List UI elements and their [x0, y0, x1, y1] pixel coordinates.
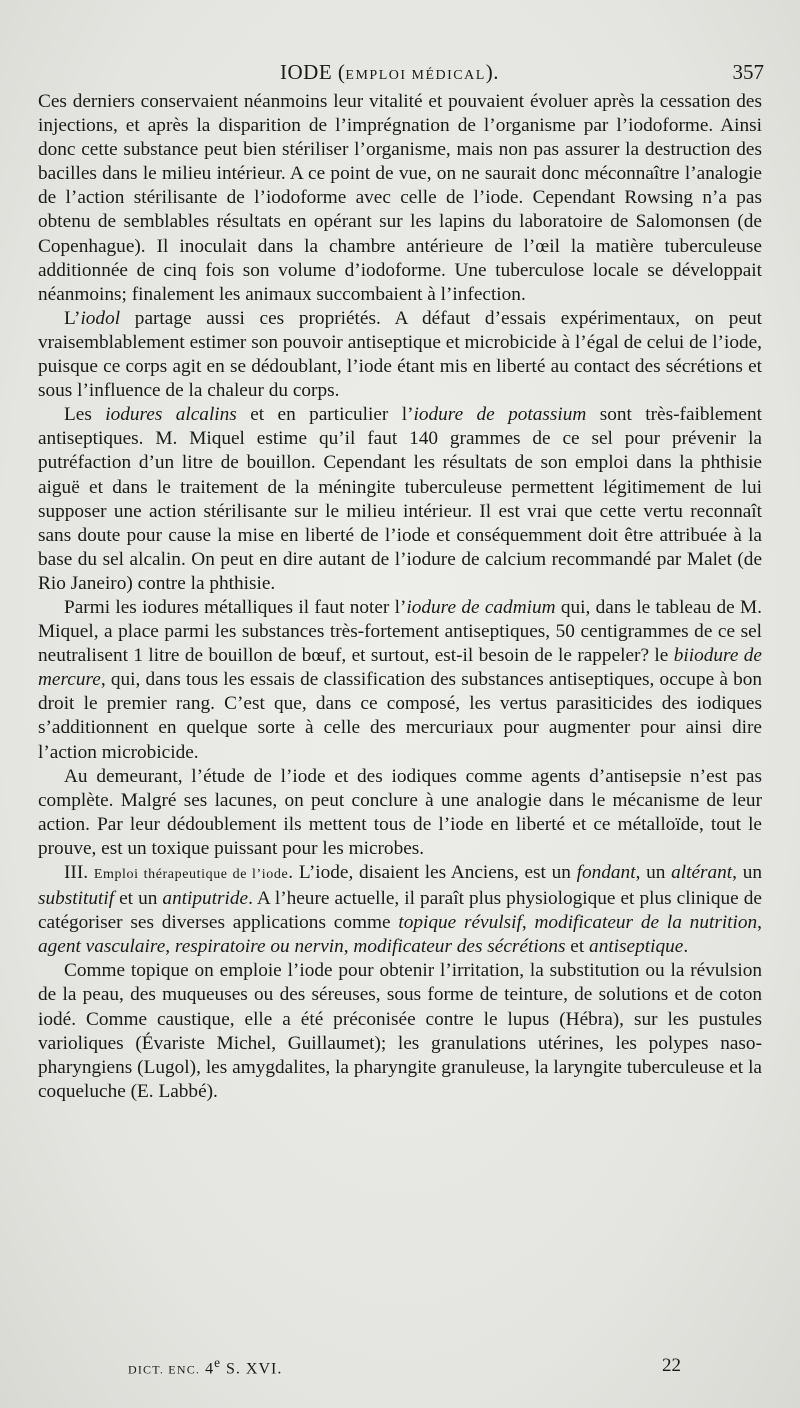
- footer-dict-abbrev: DICT. ENC.: [128, 1362, 201, 1377]
- text-run: et un: [114, 888, 163, 910]
- body-text: [38, 90, 762, 1104]
- footer-series-superscript: e: [214, 1355, 222, 1370]
- text-run: partage aussi ces propriétés. A défaut d’essais expérimentaux, on peut vraisemblablement estimer son pouvoir antiseptique et microbicide à l’égal de celui de l’iode, puisque ce corps agit en se dédoublant, l’iode étant mis en liberté au contact des sécrétions et sous l’influence de la chaleur du corps.: [38, 307, 762, 402]
- text-run: Au demeurant, l’étude de l’iode et des iodiques comme agents d’antisepsie n’est pas complète. Malgré ses lacunes, on peut conclure à une analogie dans le mécanisme de leur action. Par leur dédoublement ils mettent tous de l’iode en liberté et ce métalloïde, tout le prouve, est un toxique puissant pour les microbes.: [38, 765, 762, 859]
- italic-term: modificateur de la nutrition: [534, 912, 758, 934]
- italic-term: iodure de potassium: [413, 404, 587, 426]
- italic-term: altérant: [671, 862, 733, 883]
- running-title-smallcaps: EMPLOI MÉDICAL: [345, 68, 486, 83]
- page-number: 357: [732, 60, 764, 84]
- italic-term: iodure de cadmium: [406, 596, 556, 618]
- italic-term: topique révulsif: [398, 912, 522, 934]
- text-run: III.: [64, 862, 94, 883]
- page-footer: [0, 1355, 800, 1385]
- italic-term: iodures alcalins: [105, 404, 237, 426]
- italic-term: respiratoire ou nervin: [174, 936, 344, 958]
- text-run: . A l’heure actuelle, il paraît plus physiologique et plus clinique de catégoriser ses diverses applications comme: [38, 888, 762, 934]
- text-run: et: [565, 936, 590, 958]
- paragraph-p5: [38, 765, 762, 861]
- paragraph-p1: [38, 90, 762, 307]
- italic-term: antiputride: [162, 888, 249, 910]
- paragraph-p7: [38, 959, 762, 1104]
- italic-term: iodol: [80, 307, 121, 329]
- text-run: Comme topique on emploie l’iode pour obtenir l’irritation, la substitution ou la révulsion de la peau, des muqueuses ou des séreuses, sous forme de teinture, de solutions et de coton iodé. Comme caustique, elle a été préconisée contre le lupus (Hébra), sur les pustules varioliques (Évariste Michel, Guillaumet); les granulations utérines, les polypes naso-pharyngiens (Lugol), les amygdalites, la pharyngite granuleuse, la laryngite tuberculeuse et la coqueluche (E. Labbé).: [38, 960, 762, 1102]
- text-run: Les: [64, 404, 106, 426]
- running-head: [0, 60, 800, 90]
- text-run: , un: [635, 862, 672, 883]
- paragraph-p2: [38, 307, 762, 403]
- running-title-end: ).: [485, 60, 500, 84]
- text-run: .: [683, 936, 689, 958]
- text-run: , qui, dans tous les essais de classification des substances antiseptiques, occupe à bon droit le premier rang. C’est que, dans ce composé, les vertus parasiticides des iodiques s’additionnent en quelque sorte à celle des mercuriaux pour augmenter pour ainsi dire l’action microbicide.: [38, 669, 762, 763]
- footer-signature-line: [128, 1355, 282, 1378]
- italic-term: antiseptique: [589, 936, 684, 958]
- text-run: L’: [64, 307, 81, 329]
- paragraph-p4: [38, 596, 762, 765]
- footer-volume: S. XVI.: [221, 1360, 283, 1378]
- italic-term: substitutif: [38, 888, 115, 910]
- text-run: ,: [757, 912, 762, 934]
- text-run: ,: [521, 912, 535, 934]
- footer-series-number: 4: [200, 1360, 215, 1378]
- text-run: sont très-faiblement antiseptiques. M. Miquel estime qu’il faut 140 grammes de ce sel pour prévenir la putréfaction d’un litre de bouillon. Cependant les résultats de son emploi dans la phthisie aiguë et dans le traitement de la méningite tuberculeuse permettent légitimement de lui supposer une action stérilisante sur le milieu intérieur. Il est vrai que cette vertu reconnaît sans doute pour cause la mise en liberté de l’iode et conséquemment doit être attribuée à la base du sel alcalin. On peut en dire autant de l’iodure de calcium recommandé par Malet (de Rio Janeiro) contre la phthisie.: [38, 404, 762, 594]
- italic-term: modificateur des sécrétions: [353, 936, 566, 958]
- paragraph-p6: [38, 861, 762, 959]
- text-run: et en particulier l’: [236, 404, 414, 426]
- italic-term: biiodure de mercure: [38, 645, 762, 691]
- text-run: , un: [732, 862, 762, 883]
- text-run: . L’iode, disaient les Anciens, est un: [288, 862, 577, 883]
- running-title: [280, 60, 499, 85]
- section-heading: Emploi thérapeutique de l’iode: [93, 867, 289, 882]
- text-run: Ces derniers conservaient néanmoins leur vitalité et pouvaient évoluer après la cessation des injections, et après la disparition de l’imprégnation de l’organisme par l’iodoforme. Ainsi donc cette substance peut bien stériliser l’organisme, mais non pas assurer la destruction des bacilles dans le milieu intérieur. A ce point de vue, on ne saurait donc méconnaître l’analogie de l’action stérilisante de l’iodoforme avec celle de l’iode. Cependant Rowsing n’a pas obtenu de semblables résultats en opérant sur les lapins du laboratoire de Salomonsen (de Copenhague). Il inoculait dans la chambre antérieure de l’œil la matière tuberculeuse additionnée de cinq fois son volume d’iodoforme. Une tuberculose locale se développait néanmoins; finalement les animaux succombaient à l’infection.: [38, 91, 762, 305]
- footer-signature-mark: 22: [662, 1355, 681, 1376]
- running-title-main: IODE (: [280, 60, 346, 84]
- text-run: qui, dans le tableau de M. Miquel, a place parmi les substances très-fortement antiseptiques, 50 centigrammes de ce sel neutralisent 1 litre de bouillon de bœuf, et surtout, est-il besoin de le rappeler? le: [38, 596, 762, 667]
- italic-term: fondant: [576, 862, 636, 883]
- italic-term: agent vasculaire: [38, 936, 166, 958]
- paragraph-p3: [38, 403, 762, 596]
- text-run: ,: [343, 936, 354, 958]
- text-run: Parmi les iodures métalliques il faut noter l’: [64, 596, 407, 618]
- text-run: ,: [165, 936, 175, 958]
